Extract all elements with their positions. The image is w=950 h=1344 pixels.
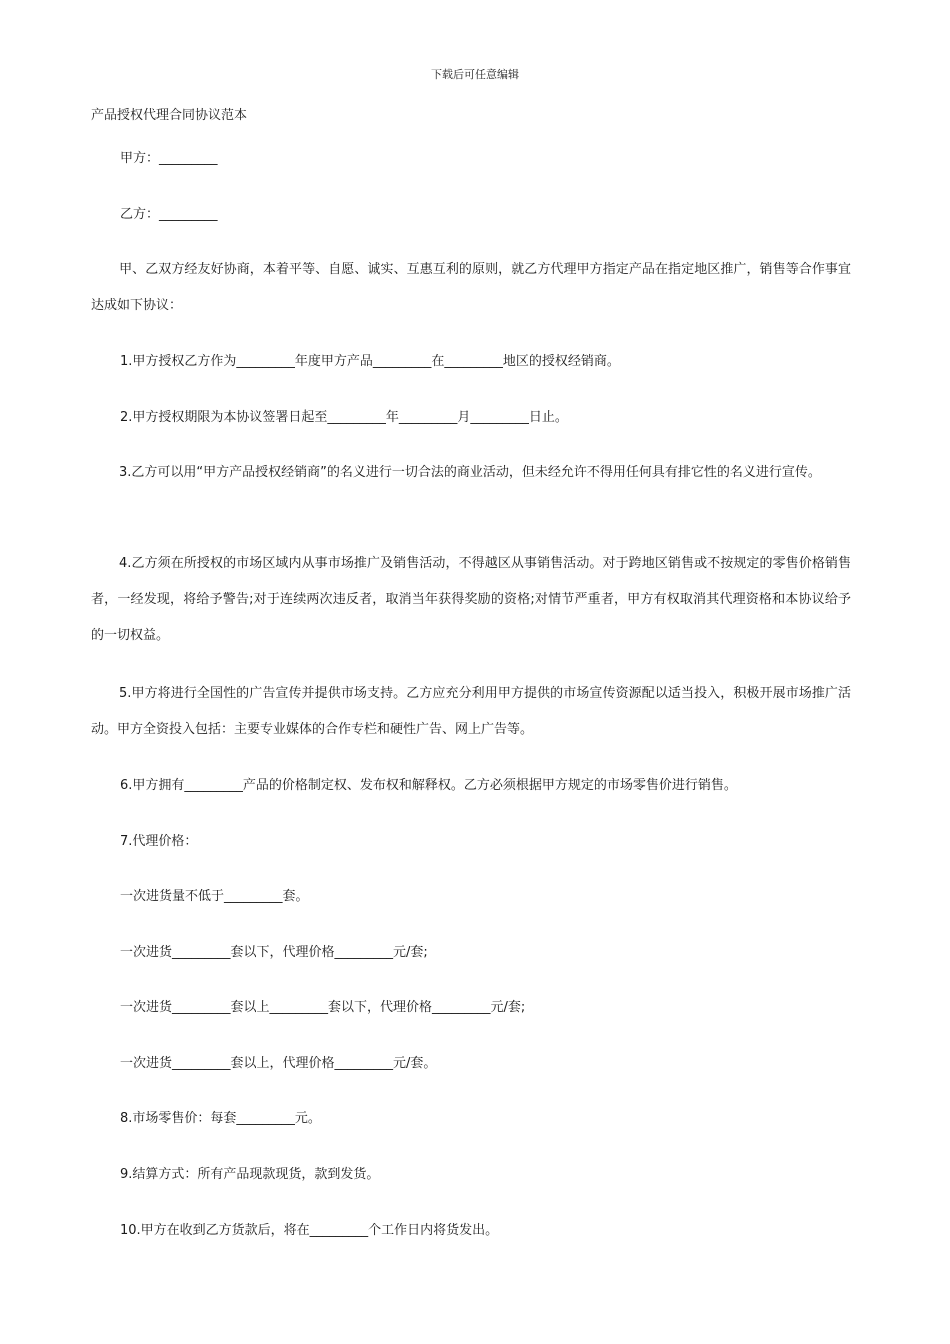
clause-3-text: 3.乙方可以用“甲方产品授权经销商”的名义进行一切合法的商业活动，但未经允许不得用任何具有排它性的名义进行宣传。 xyxy=(119,465,821,480)
document-title: 产品授权代理合同协议范本 xyxy=(91,108,248,123)
clause-5-text: 5.甲方将进行全国性的广告宣传并提供市场支持。乙方应充分利用甲方提供的市场宣传资源配以适当投入，积极开展市场推广活动。甲方全资投入包括：主要专业媒体的合作专栏和硬性广告、网上广告等。 xyxy=(91,686,851,737)
party-b-line: 乙方：_________ xyxy=(120,207,218,222)
clause-8: 8.市场零售价：每套_________元。 xyxy=(120,1111,321,1126)
clause-6: 6.甲方拥有_________产品的价格制定权、发布权和解释权。乙方必须根据甲方规定的市场零售价进行销售。 xyxy=(120,778,737,793)
intro-paragraph xyxy=(91,252,851,324)
clause-3 xyxy=(91,455,851,491)
clause-1: 1.甲方授权乙方作为_________年度甲方产品_________在_________地区的授权经销商。 xyxy=(120,354,620,369)
price-line-4: 一次进货_________套以上，代理价格_________元/套。 xyxy=(120,1056,437,1071)
page-header: 下载后可任意编辑 xyxy=(431,68,519,81)
clause-4-text: 4.乙方须在所授权的市场区域内从事市场推广及销售活动，不得越区从事销售活动。对于跨地区销售或不按规定的零售价格销售者，一经发现，将给予警告;对于连续两次违反者，取消当年获得奖励的资格;对情节严重者，甲方有权取消其代理资格和本协议给予的一切权益。 xyxy=(91,556,851,643)
party-a-line: 甲方：_________ xyxy=(120,151,218,166)
intro-text: 甲、乙双方经友好协商，本着平等、自愿、诚实、互惠互利的原则，就乙方代理甲方指定产品在指定地区推广，销售等合作事宜达成如下协议： xyxy=(91,262,851,313)
price-line-3: 一次进货_________套以上_________套以下，代理价格_________元/套; xyxy=(120,1000,526,1015)
price-line-2: 一次进货_________套以下，代理价格_________元/套; xyxy=(120,945,428,960)
clause-7: 7.代理价格： xyxy=(120,834,198,849)
price-line-1: 一次进货量不低于_________套。 xyxy=(120,889,309,904)
clause-5 xyxy=(91,676,851,748)
clause-10: 10.甲方在收到乙方货款后，将在_________个工作日内将货发出。 xyxy=(120,1223,499,1238)
clause-2: 2.甲方授权期限为本协议签署日起至_________年_________月_________日止。 xyxy=(120,410,568,425)
clause-4 xyxy=(91,546,851,654)
clause-9: 9.结算方式：所有产品现款现货，款到发货。 xyxy=(120,1167,380,1182)
